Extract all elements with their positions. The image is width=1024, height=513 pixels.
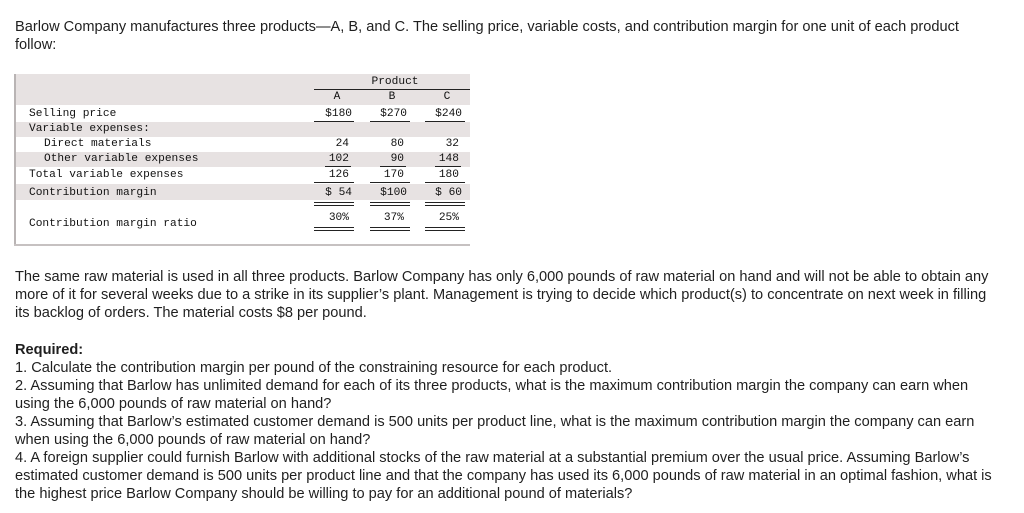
- cell-other-variable-b: 90: [390, 153, 404, 165]
- intro-paragraph: Barlow Company manufactures three products—A, B, and C. The selling price, variable costs, and contribution margin for one unit of each product follow:: [15, 19, 959, 53]
- required-item-4: 4. A foreign supplier could furnish Barlow with additional stocks of the raw material at a substantial premium over the usual price. Assuming Barlow’s estimated customer demand is 500 units per product line and that the company has used its 6,000 pounds of raw material in an optimal fashion, what is the highest price Barlow Company should be willing to pay for an additional pound of materials?: [15, 450, 992, 502]
- row-label-total-variable: Total variable expenses: [29, 169, 184, 181]
- cell-other-variable-a: 102: [328, 153, 349, 165]
- required-section: [15, 341, 1005, 503]
- row-label-variable-expenses: Variable expenses:: [29, 123, 150, 135]
- rule-cm-c-1: [425, 202, 465, 203]
- cell-contribution-margin-c: $ 60: [435, 187, 462, 199]
- problem-paragraph: The same raw material is used in all three products. Barlow Company has only 6,000 pounds of raw material on hand and will not be able to obtain any more of it for several weeks due to a strike in its supplier’s plant. Management is trying to decide which product(s) to concentrate on next week in filling its backlog of orders. The material costs $8 per pound.: [15, 269, 989, 321]
- group-header-product: Product: [371, 76, 419, 88]
- rule-total-a: [314, 182, 354, 183]
- rule-cm-a-1: [314, 202, 354, 203]
- cell-direct-materials-b: 80: [390, 138, 404, 150]
- cell-contribution-margin-b: $100: [380, 187, 407, 199]
- cell-cm-ratio-c: 25%: [438, 212, 459, 224]
- cell-contribution-margin-a: $ 54: [325, 187, 352, 199]
- row-label-selling-price: Selling price: [29, 108, 117, 120]
- required-item-3: 3. Assuming that Barlow’s estimated customer demand is 500 units per product line, what is the maximum contribution margin the company can earn when using the 6,000 pounds of raw material on hand?: [15, 414, 975, 448]
- row-label-contribution-margin: Contribution margin: [29, 187, 157, 199]
- column-header-c: C: [443, 91, 451, 103]
- rule-ratio-c-2: [425, 230, 465, 231]
- cell-cm-ratio-b: 37%: [383, 212, 404, 224]
- rule-selling-a: [314, 121, 354, 122]
- row-label-direct-materials: Direct materials: [44, 138, 152, 150]
- required-item-1: 1. Calculate the contribution margin per pound of the constraining resource for each product.: [15, 360, 613, 376]
- product-table: [14, 74, 470, 246]
- rule-cm-a-2: [314, 205, 354, 206]
- table-bottom-edge: [14, 244, 470, 246]
- cell-other-variable-c: 148: [438, 153, 459, 165]
- rule-other-a: [325, 166, 351, 167]
- rule-selling-c: [425, 121, 465, 122]
- cell-direct-materials-c: 32: [445, 138, 459, 150]
- rule-other-c: [435, 166, 461, 167]
- rule-ratio-a-1: [314, 227, 354, 228]
- row-label-other-variable: Other variable expenses: [44, 153, 199, 165]
- cell-selling-price-c: $240: [435, 108, 462, 120]
- rule-total-c: [425, 182, 465, 183]
- rule-ratio-b-2: [370, 230, 410, 231]
- rule-ratio-c-1: [425, 227, 465, 228]
- rule-cm-b-2: [370, 205, 410, 206]
- cell-cm-ratio-a: 30%: [328, 212, 349, 224]
- column-header-b: B: [388, 91, 396, 103]
- rule-cm-c-2: [425, 205, 465, 206]
- cell-total-variable-b: 170: [383, 169, 404, 181]
- table-left-edge: [14, 74, 16, 246]
- rule-cm-b-1: [370, 202, 410, 203]
- cell-total-variable-c: 180: [438, 169, 459, 181]
- rule-selling-b: [370, 121, 410, 122]
- row-label-cm-ratio: Contribution margin ratio: [29, 218, 197, 230]
- cell-selling-price-a: $180: [325, 108, 352, 120]
- rule-ratio-b-1: [370, 227, 410, 228]
- cell-direct-materials-a: 24: [335, 138, 349, 150]
- column-header-a: A: [333, 91, 341, 103]
- cell-total-variable-a: 126: [328, 169, 349, 181]
- required-item-2: 2. Assuming that Barlow has unlimited demand for each of its three products, what is the maximum contribution margin the company can earn when using the 6,000 pounds of raw material on hand?: [15, 378, 969, 412]
- rule-ratio-a-2: [314, 230, 354, 231]
- cell-selling-price-b: $270: [380, 108, 407, 120]
- rule-other-b: [380, 166, 406, 167]
- required-heading: Required:: [15, 342, 84, 358]
- rule-total-b: [370, 182, 410, 183]
